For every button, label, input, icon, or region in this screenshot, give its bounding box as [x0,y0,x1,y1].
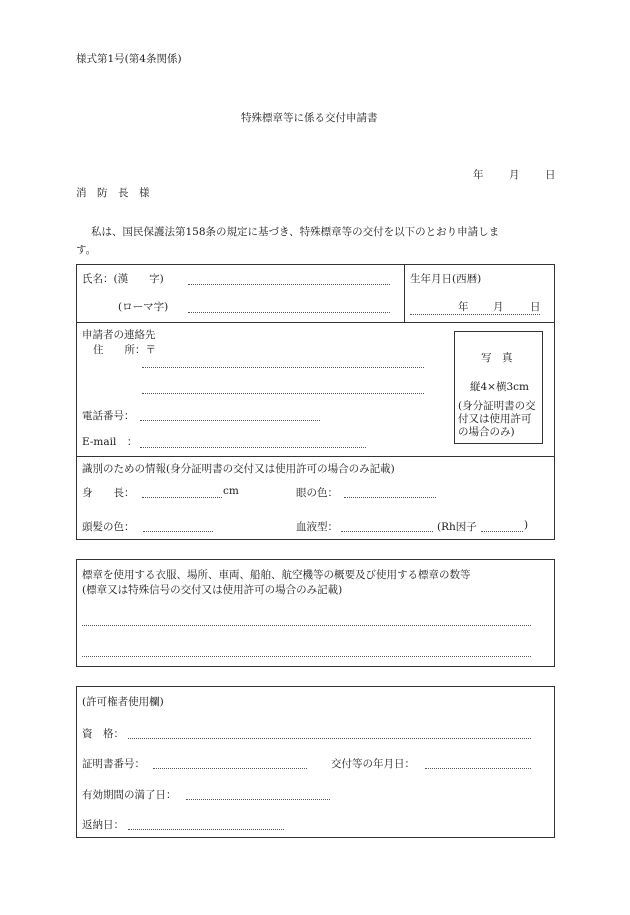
hair-field[interactable] [143,531,213,532]
issue-date-label: 交付等の年月日： [331,758,415,770]
intro-line-1: 私は、国民保護法第158条の規定に基づき、特殊標章等の交付を以下のとおり申請しま [91,226,500,238]
usage-line-1: 標章を使用する衣服、場所、車両、船舶、航空機等の概要及び使用する標章の数等 [82,569,471,581]
eye-field[interactable] [344,497,436,498]
rh-open: (Rh因子 [437,521,477,533]
dob-day: 日 [530,301,541,313]
eye-label: 眼の色： [296,487,338,499]
photo-title: 写 真 [481,352,513,364]
name-kanji-label: 氏名：(漢 字) [82,273,164,285]
issue-date-field[interactable] [425,768,531,769]
authority-heading: (許可権者使用欄) [82,696,164,708]
return-date-label: 返納日： [82,819,124,831]
qualification-field[interactable] [128,738,531,739]
date-day: 日 [545,169,556,181]
cert-number-label: 証明書番号： [82,758,145,770]
blood-field[interactable] [341,531,433,532]
dob-field[interactable] [410,314,540,315]
name-kanji-field[interactable] [188,284,390,285]
photo-size: 縦4×横3cm [470,381,529,393]
dob-year: 年 [458,301,469,313]
expiry-field[interactable] [186,799,330,800]
contact-label: 申請者の連絡先 [82,329,156,341]
dob-divider [404,264,405,322]
identification-heading: 識別のための情報(身分証明書の交付又は使用許可の場合のみ記載) [82,463,395,475]
form-title: 特殊標章等に係る交付申請書 [241,112,378,124]
phone-label: 電話番号： [82,410,135,422]
usage-field-2[interactable] [82,656,531,657]
intro-line-2: す。 [76,244,97,256]
phone-field[interactable] [140,420,320,421]
name-roman-field[interactable] [188,312,390,313]
email-field[interactable] [140,447,366,448]
photo-note-2: 付又は使用許可 [458,413,532,425]
return-date-field[interactable] [128,829,284,830]
address-label: 住 所：〒 [93,344,156,356]
usage-line-2: (標章又は特殊信号の交付又は使用許可の場合のみ記載) [82,584,343,596]
height-unit: cm [223,485,239,497]
addressee: 消 防 長 様 [76,187,150,199]
cert-number-field[interactable] [153,768,307,769]
dob-month: 月 [493,301,504,313]
address-field-2[interactable] [142,393,424,394]
divider-1 [76,322,555,323]
form-number: 様式第1号(第4条関係) [76,53,182,65]
expiry-label: 有効期間の満了日： [82,789,177,801]
blood-label: 血液型： [296,521,338,533]
photo-note-3: の場合のみ) [458,426,515,438]
email-label: E-mail ： [82,436,138,448]
photo-note-1: (身分証明書の交 [458,400,536,412]
qualification-label: 資 格： [82,728,124,740]
divider-2 [76,456,555,457]
usage-field-1[interactable] [82,625,531,626]
date-month: 月 [509,169,520,181]
name-roman-label: (ローマ字) [118,301,169,313]
rh-field[interactable] [481,531,523,532]
height-label: 身 長： [82,487,135,499]
hair-label: 頭髪の色： [82,521,135,533]
height-field[interactable] [142,497,222,498]
date-year: 年 [473,169,484,181]
dob-label: 生年月日(西暦) [410,273,482,285]
rh-close: ) [524,519,529,531]
address-field-1[interactable] [142,367,424,368]
